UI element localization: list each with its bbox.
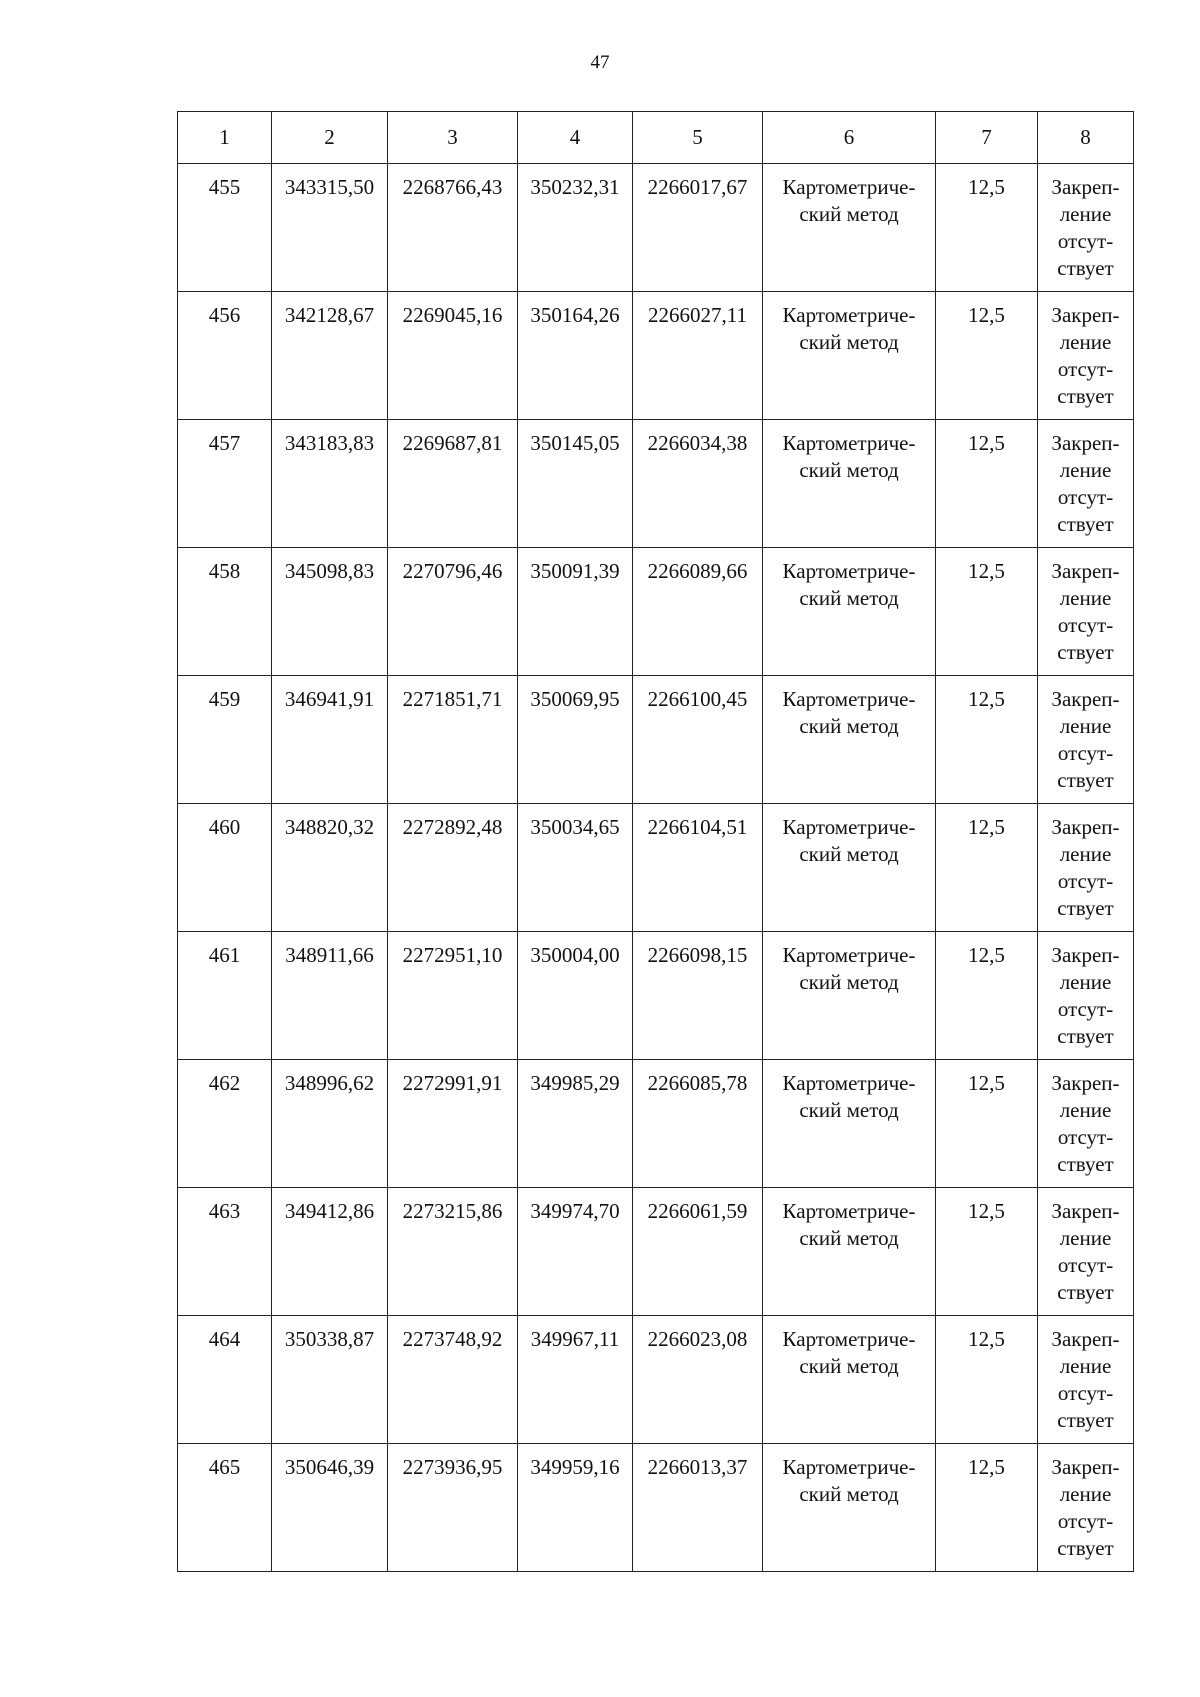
cell-fixing-note: Закреп- ление отсут- ствует bbox=[1038, 932, 1134, 1060]
cell-fixing-note: Закреп- ление отсут- ствует bbox=[1038, 548, 1134, 676]
table-row bbox=[178, 420, 1134, 548]
header-row bbox=[178, 112, 1134, 164]
cell-x-coordinate-1: 348996,62 bbox=[272, 1060, 388, 1188]
cell-point-number: 460 bbox=[178, 804, 272, 932]
column-header-7: 7 bbox=[936, 112, 1038, 164]
cell-x-coordinate-2: 349967,11 bbox=[518, 1316, 633, 1444]
cell-y-coordinate-1: 2271851,71 bbox=[388, 676, 518, 804]
cell-accuracy: 12,5 bbox=[936, 932, 1038, 1060]
cell-accuracy: 12,5 bbox=[936, 1060, 1038, 1188]
cell-method: Картометриче- ский метод bbox=[763, 676, 936, 804]
cell-y-coordinate-2: 2266100,45 bbox=[633, 676, 763, 804]
cell-x-coordinate-1: 348820,32 bbox=[272, 804, 388, 932]
cell-point-number: 457 bbox=[178, 420, 272, 548]
cell-point-number: 455 bbox=[178, 164, 272, 292]
column-header-3: 3 bbox=[388, 112, 518, 164]
cell-y-coordinate-1: 2272991,91 bbox=[388, 1060, 518, 1188]
cell-y-coordinate-1: 2273215,86 bbox=[388, 1188, 518, 1316]
cell-accuracy: 12,5 bbox=[936, 1188, 1038, 1316]
table-body bbox=[178, 164, 1134, 1572]
column-header-4: 4 bbox=[518, 112, 633, 164]
table-row bbox=[178, 1060, 1134, 1188]
cell-x-coordinate-2: 350232,31 bbox=[518, 164, 633, 292]
cell-fixing-note: Закреп- ление отсут- ствует bbox=[1038, 804, 1134, 932]
cell-method: Картометриче- ский метод bbox=[763, 804, 936, 932]
column-header-2: 2 bbox=[272, 112, 388, 164]
table-row bbox=[178, 1188, 1134, 1316]
cell-x-coordinate-1: 343183,83 bbox=[272, 420, 388, 548]
cell-fixing-note: Закреп- ление отсут- ствует bbox=[1038, 676, 1134, 804]
cell-x-coordinate-2: 350069,95 bbox=[518, 676, 633, 804]
cell-point-number: 465 bbox=[178, 1444, 272, 1572]
cell-x-coordinate-1: 342128,67 bbox=[272, 292, 388, 420]
cell-accuracy: 12,5 bbox=[936, 1444, 1038, 1572]
cell-point-number: 462 bbox=[178, 1060, 272, 1188]
table-row bbox=[178, 1316, 1134, 1444]
cell-point-number: 456 bbox=[178, 292, 272, 420]
cell-x-coordinate-1: 345098,83 bbox=[272, 548, 388, 676]
cell-x-coordinate-2: 350034,65 bbox=[518, 804, 633, 932]
cell-fixing-note: Закреп- ление отсут- ствует bbox=[1038, 420, 1134, 548]
cell-point-number: 458 bbox=[178, 548, 272, 676]
column-header-1: 1 bbox=[178, 112, 272, 164]
cell-point-number: 464 bbox=[178, 1316, 272, 1444]
cell-x-coordinate-2: 349959,16 bbox=[518, 1444, 633, 1572]
table-header bbox=[178, 112, 1134, 164]
table-row bbox=[178, 804, 1134, 932]
cell-y-coordinate-1: 2272892,48 bbox=[388, 804, 518, 932]
table-row bbox=[178, 292, 1134, 420]
cell-y-coordinate-1: 2273748,92 bbox=[388, 1316, 518, 1444]
cell-method: Картометриче- ский метод bbox=[763, 292, 936, 420]
cell-y-coordinate-2: 2266034,38 bbox=[633, 420, 763, 548]
column-header-8: 8 bbox=[1038, 112, 1134, 164]
cell-point-number: 461 bbox=[178, 932, 272, 1060]
cell-fixing-note: Закреп- ление отсут- ствует bbox=[1038, 1188, 1134, 1316]
cell-y-coordinate-1: 2270796,46 bbox=[388, 548, 518, 676]
coordinates-table bbox=[177, 111, 1134, 1572]
cell-method: Картометриче- ский метод bbox=[763, 164, 936, 292]
cell-x-coordinate-1: 349412,86 bbox=[272, 1188, 388, 1316]
table-row bbox=[178, 676, 1134, 804]
page-number: 47 bbox=[590, 52, 610, 73]
cell-x-coordinate-2: 350145,05 bbox=[518, 420, 633, 548]
cell-method: Картометриче- ский метод bbox=[763, 420, 936, 548]
cell-accuracy: 12,5 bbox=[936, 292, 1038, 420]
cell-fixing-note: Закреп- ление отсут- ствует bbox=[1038, 1316, 1134, 1444]
cell-method: Картометриче- ский метод bbox=[763, 548, 936, 676]
cell-y-coordinate-2: 2266017,67 bbox=[633, 164, 763, 292]
cell-fixing-note: Закреп- ление отсут- ствует bbox=[1038, 1060, 1134, 1188]
cell-x-coordinate-2: 350164,26 bbox=[518, 292, 633, 420]
column-header-6: 6 bbox=[763, 112, 936, 164]
cell-method: Картометриче- ский метод bbox=[763, 932, 936, 1060]
cell-accuracy: 12,5 bbox=[936, 548, 1038, 676]
cell-method: Картометриче- ский метод bbox=[763, 1444, 936, 1572]
table-row bbox=[178, 1444, 1134, 1572]
cell-x-coordinate-2: 350091,39 bbox=[518, 548, 633, 676]
cell-x-coordinate-1: 350338,87 bbox=[272, 1316, 388, 1444]
cell-x-coordinate-2: 349974,70 bbox=[518, 1188, 633, 1316]
cell-accuracy: 12,5 bbox=[936, 676, 1038, 804]
cell-x-coordinate-1: 348911,66 bbox=[272, 932, 388, 1060]
cell-method: Картометриче- ский метод bbox=[763, 1060, 936, 1188]
cell-x-coordinate-2: 350004,00 bbox=[518, 932, 633, 1060]
cell-x-coordinate-1: 343315,50 bbox=[272, 164, 388, 292]
cell-accuracy: 12,5 bbox=[936, 1316, 1038, 1444]
column-header-5: 5 bbox=[633, 112, 763, 164]
cell-y-coordinate-2: 2266089,66 bbox=[633, 548, 763, 676]
cell-method: Картометриче- ский метод bbox=[763, 1316, 936, 1444]
cell-y-coordinate-2: 2266104,51 bbox=[633, 804, 763, 932]
table-row bbox=[178, 548, 1134, 676]
table-row bbox=[178, 932, 1134, 1060]
cell-accuracy: 12,5 bbox=[936, 804, 1038, 932]
cell-accuracy: 12,5 bbox=[936, 420, 1038, 548]
cell-y-coordinate-2: 2266013,37 bbox=[633, 1444, 763, 1572]
cell-x-coordinate-1: 350646,39 bbox=[272, 1444, 388, 1572]
cell-y-coordinate-2: 2266098,15 bbox=[633, 932, 763, 1060]
cell-point-number: 459 bbox=[178, 676, 272, 804]
table-row bbox=[178, 164, 1134, 292]
cell-y-coordinate-1: 2269045,16 bbox=[388, 292, 518, 420]
cell-fixing-note: Закреп- ление отсут- ствует bbox=[1038, 164, 1134, 292]
cell-y-coordinate-2: 2266027,11 bbox=[633, 292, 763, 420]
cell-fixing-note: Закреп- ление отсут- ствует bbox=[1038, 1444, 1134, 1572]
cell-method: Картометриче- ский метод bbox=[763, 1188, 936, 1316]
cell-x-coordinate-2: 349985,29 bbox=[518, 1060, 633, 1188]
cell-y-coordinate-1: 2269687,81 bbox=[388, 420, 518, 548]
cell-y-coordinate-1: 2273936,95 bbox=[388, 1444, 518, 1572]
cell-point-number: 463 bbox=[178, 1188, 272, 1316]
cell-fixing-note: Закреп- ление отсут- ствует bbox=[1038, 292, 1134, 420]
cell-y-coordinate-1: 2272951,10 bbox=[388, 932, 518, 1060]
cell-y-coordinate-2: 2266023,08 bbox=[633, 1316, 763, 1444]
cell-x-coordinate-1: 346941,91 bbox=[272, 676, 388, 804]
cell-y-coordinate-1: 2268766,43 bbox=[388, 164, 518, 292]
cell-y-coordinate-2: 2266085,78 bbox=[633, 1060, 763, 1188]
cell-y-coordinate-2: 2266061,59 bbox=[633, 1188, 763, 1316]
cell-accuracy: 12,5 bbox=[936, 164, 1038, 292]
